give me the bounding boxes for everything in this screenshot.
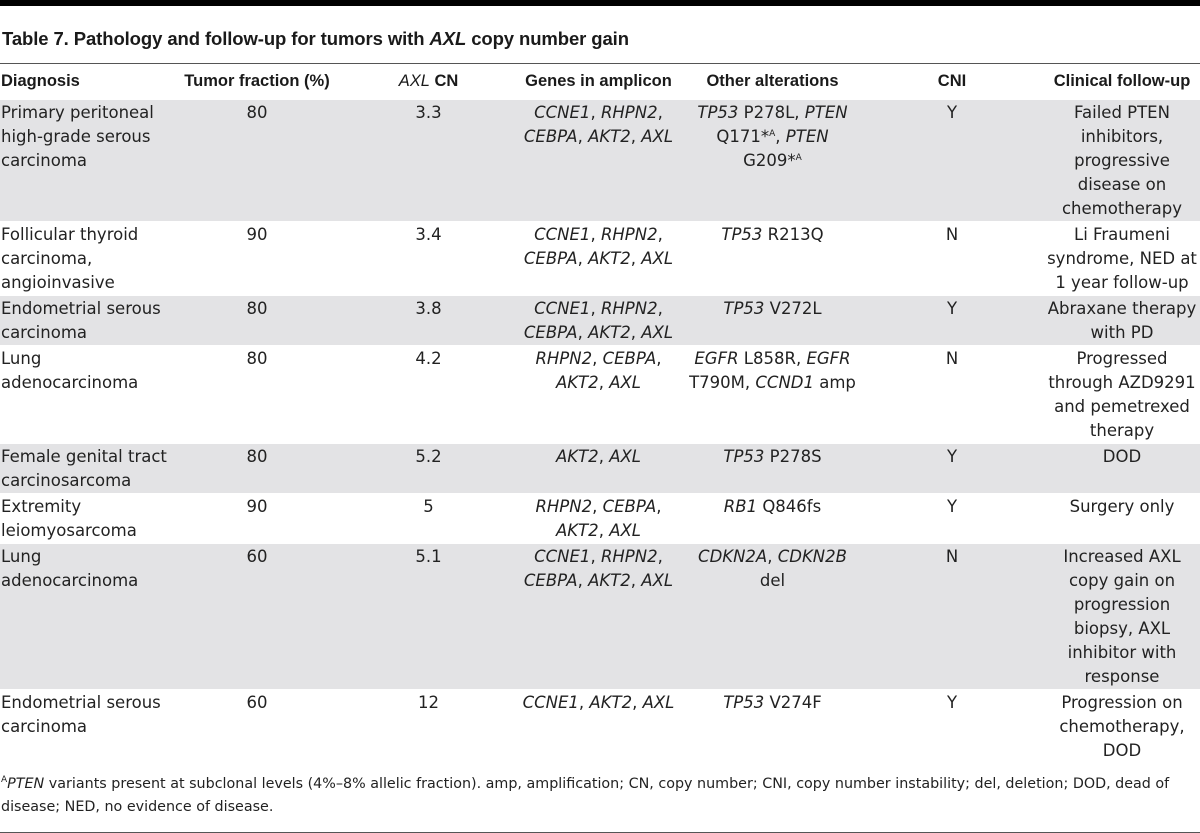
cell-genes [512,444,685,494]
gene-name: AKT2 [588,127,631,146]
gene-name: TP53 [723,693,765,712]
text-segment: , [767,547,778,566]
gene-name: CCNE1 [522,693,579,712]
gene-name: PTEN [785,127,829,146]
cell-other [685,222,860,296]
text-segment: Q171* [716,127,770,146]
text-segment: , [630,571,642,590]
gene-name: CCNE1 [534,547,591,566]
cell-axl-cn: 12 [418,693,439,712]
data-table [0,64,1200,763]
gene-name: CCNE1 [534,299,591,318]
cell-axl-cn: 3.3 [345,100,512,222]
text-segment: V272L [764,299,822,318]
col-header-followup: Clinical follow-up [1053,72,1191,90]
cell-axl-cn: 3.4 [415,225,442,244]
cell-tumor-fraction: 80 [246,349,268,368]
cell-followup: DOD [1044,444,1200,494]
gene-name: AXL [641,571,674,590]
cell-cni: Y [946,497,958,516]
text-segment: P278S [764,447,822,466]
cell-genes [512,346,685,444]
cell-genes [512,690,685,764]
gene-name: TP53 [721,225,763,244]
cell-followup: Progressed through AZD9291 and pemetrexed therapy [1048,349,1196,440]
cell-tumor-fraction: 90 [246,497,268,516]
cell-cni: Y [860,444,1044,494]
cell-followup: Li Fraumeni syndrome, NED at 1 year follow-up [1047,225,1197,292]
cell-followup: Surgery only [1069,497,1175,516]
table-title [0,6,1200,58]
gene-name: RHPN2 [600,225,658,244]
gene-name: AKT2 [556,447,599,466]
cell-diagnosis: Endometrial serous carcinoma [1,693,161,736]
gene-name: CDKN2B [777,547,847,566]
col-header-cni: CNI [937,72,967,90]
table-row [0,100,1200,222]
gene-name: TP53 [723,299,765,318]
gene-name: RHPN2 [600,299,658,318]
cell-genes [512,100,685,222]
cell-tumor-fraction: 80 [169,444,345,494]
gene-name: CEBPA [523,127,578,146]
cell-cni: Y [946,693,958,712]
cell-other [685,444,860,494]
col-header-other: Other alterations [706,72,839,90]
cell-axl-cn: 5.2 [345,444,512,494]
text-segment: L858R, [738,349,807,368]
text-segment: , [577,323,589,342]
cell-tumor-fraction: 80 [169,100,345,222]
text-segment: , [630,127,642,146]
cell-genes [512,494,685,544]
footnote-marker: A [1,775,8,785]
gene-name: CEBPA [523,571,578,590]
gene-name: AXL [641,127,674,146]
gene-name: TP53 [697,103,739,122]
text-segment: , [657,547,663,566]
text-segment: P278L, [738,103,805,122]
table-title-prefix: Table 7. Pathology and follow-up for tumors with [2,28,430,49]
cell-other [685,494,860,544]
text-segment: , [577,571,589,590]
text-segment: , [656,497,662,516]
gene-name: TP53 [723,447,765,466]
text-segment: G209* [743,151,796,170]
footnote [0,763,1200,819]
gene-name: AXL [609,521,641,540]
text-segment: , [598,447,610,466]
cell-followup: Increased AXL copy gain on progression biopsy, AXL inhibitor with response [1044,544,1200,690]
cell-diagnosis: Lung adenocarcinoma [1,349,139,392]
col-header-axl-cn-gene: AXL [398,72,430,90]
gene-name: AXL [609,447,641,466]
gene-name: CEBPA [523,323,578,342]
gene-name: CCNE1 [534,225,591,244]
gene-name: CEBPA [523,249,578,268]
cell-followup: Progression on chemotherapy, DOD [1059,693,1185,760]
col-header-axl-cn-suffix: CN [429,72,459,90]
cell-cni: N [945,349,959,368]
text-segment: , [590,103,601,122]
gene-name: AXL [641,249,674,268]
cell-diagnosis: Lung adenocarcinoma [0,544,169,690]
cell-followup: Failed PTEN inhibitors, progressive disease on chemotherapy [1044,100,1200,222]
cell-diagnosis: Female genital tract carcinosarcoma [0,444,169,494]
table-row [0,222,1200,296]
cell-tumor-fraction: 90 [246,225,268,244]
text-segment: , [657,103,663,122]
col-header-axl-cn [345,64,512,100]
cell-other [685,690,860,764]
cell-cni: Y [860,100,1044,222]
gene-name: CDKN2A [698,547,768,566]
cell-tumor-fraction: 60 [169,544,345,690]
text-segment: , [598,373,610,392]
text-segment: , [577,127,589,146]
cell-axl-cn: 3.8 [345,296,512,346]
table-row [0,346,1200,444]
text-segment: , [577,249,589,268]
cell-diagnosis: Follicular thyroid carcinoma, angioinvasive [1,225,139,292]
gene-name: RHPN2 [535,349,593,368]
text-segment: T790M, [689,373,756,392]
text-segment: Q846fs [757,497,822,516]
gene-name: EGFR [694,349,739,368]
text-segment: amp [814,373,856,392]
cell-cni: N [945,225,959,244]
cell-genes [512,222,685,296]
text-segment: , [657,299,663,318]
table-row [0,690,1200,764]
table-row [0,544,1200,690]
header-row [0,64,1200,100]
gene-name: CEBPA [602,497,657,516]
text-segment: , [632,693,643,712]
cell-axl-cn: 5 [423,497,434,516]
text-segment: R213Q [762,225,824,244]
cell-genes [512,544,685,690]
text-segment: , [590,225,601,244]
text-segment: , [775,127,786,146]
gene-name: PTEN [804,103,848,122]
text-segment: , [630,249,642,268]
cell-other [685,346,860,444]
text-segment: , [656,349,662,368]
footnote-gene: PTEN [7,776,45,792]
gene-name: AKT2 [588,571,631,590]
table-title-suffix: copy number gain [466,28,629,49]
text-segment: , [592,497,603,516]
cell-other [685,100,860,222]
cell-followup: Abraxane therapy with PD [1044,296,1200,346]
cell-cni: Y [860,296,1044,346]
cell-diagnosis: Primary peritoneal high-grade serous carcinoma [0,100,169,222]
text-segment: del [759,571,786,590]
footnote-text: variants present at subclonal levels (4%–8% allelic fraction). amp, amplification; CN, copy number; CNI, copy number instability; del, deletion; DOD, dead of disease; NED, no evidence of disease. [1,776,1170,815]
text-segment: , [578,693,590,712]
cell-tumor-fraction: 80 [169,296,345,346]
table-row [0,296,1200,346]
col-header-genes: Genes in amplicon [525,72,672,90]
table-row [0,494,1200,544]
footnote-marker: A [795,153,802,163]
gene-name: CCND1 [755,373,814,392]
cell-other [685,296,860,346]
gene-name: EGFR [806,349,851,368]
text-segment: , [657,225,663,244]
gene-name: AKT2 [556,521,599,540]
table-row [0,444,1200,494]
gene-name: AKT2 [588,249,631,268]
gene-name: RHPN2 [600,103,658,122]
cell-diagnosis: Extremity leiomyosarcoma [1,497,137,540]
footnote-marker: A [769,129,776,139]
text-segment: , [590,547,601,566]
cell-other [685,544,860,690]
text-segment: , [590,299,601,318]
gene-name: RHPN2 [535,497,593,516]
col-header-diagnosis: Diagnosis [1,72,80,90]
cell-diagnosis: Endometrial serous carcinoma [0,296,169,346]
text-segment: , [598,521,610,540]
gene-name: CEBPA [602,349,657,368]
cell-tumor-fraction: 60 [246,693,268,712]
text-segment: , [592,349,603,368]
gene-name: AKT2 [556,373,599,392]
cell-genes [512,296,685,346]
gene-name: RB1 [723,497,758,516]
gene-name: CCNE1 [534,103,591,122]
cell-cni: N [860,544,1044,690]
cell-axl-cn: 5.1 [345,544,512,690]
cell-axl-cn: 4.2 [415,349,442,368]
text-segment: , [630,323,642,342]
gene-name: AXL [642,693,675,712]
col-header-tumor-fraction: Tumor fraction (%) [184,72,330,90]
gene-name: AXL [641,323,674,342]
table-body [0,100,1200,764]
text-segment: V274F [764,693,822,712]
gene-name: AXL [609,373,641,392]
gene-name: AKT2 [589,693,633,712]
gene-name: RHPN2 [600,547,658,566]
gene-name: AKT2 [588,323,631,342]
table-title-gene: AXL [429,28,467,49]
